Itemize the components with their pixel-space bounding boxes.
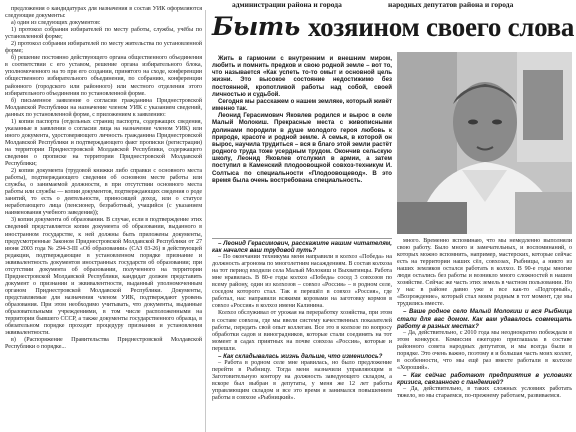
paragraph: в) (Распоряжение Правительства Приднестровской Молдавской Республики о порядке... — [5, 337, 202, 351]
interview-answer: – Да, действительно, с 2010 года мы неоднократно побеждали в этом конкурсе. Комиссия ежегодно приглашала в составе районного совета народных депутатов, и мы всегда были в порядке. Это очень важно, поэтому я и большая часть моих коллег, в особенности, что мы ещё раз вместе работали в колхозе «Хороший». — [397, 329, 572, 371]
interview-answer: – По окончании техникума меня направили в колхоз «Победа» на должность агронома по многолетним насаждениям. В состав колхоза на тот период входили села Малый Молокиш и Выхватинцы. Работа мне нравилась. В 80-е годы колхоз «Победа» сосед 3 совхозов по всему району, один из колхозов – совхоз «Россия» – в родном селе, соседом которого стал. Так я перешёл в совхоз «Россия», где работал, нас направили всякими коровами на заготовку кормов в совхоз «Россия» в колхоз имени Калинина. — [212, 254, 392, 310]
interview-question: – Как складывалась жизнь дальше, что изменилось? — [218, 352, 383, 360]
header-right-text: народных депутатов района и города — [388, 0, 514, 9]
portrait-photo — [397, 52, 572, 234]
interview-question: – Как сейчас работают предприятия в условиях кризиса, связанного с пандемией? — [397, 371, 572, 386]
intro-paragraph: Леонид Герасимович Яковлев родился и вырос в селе Малый Молокиш. Прекрасные места с живописными долинами породили в душе молодого героя любовь к природе, красоте и родной земле. А семья, в которой он вырос, научила трудиться – вся в благо этой земли растёт родного труда тоже усердным трудом. Окончив сельскую школу, Леонид Яковлев отслужил в армии, а затем поступил в Каменский плодоовощной совхоз-техникум И. Солтыса по специальности «Плодоовощевод». В это время была очень востребована специальность. — [212, 112, 392, 184]
interview-answer: – Работа в родном селе мне нравилась, но было предложение перейти в Рыбницу. Тогда меня назначили управляющим в Заготовительную контору на должность заведующего складом, а вскоре был выбран в депутаты, у меня же 12 лет работы управляющим складом и все это время я занимался повышением работы в совхозе «Рыбницкий». — [212, 359, 392, 402]
paragraph: предложения о кандидатурах для назначения в состав УИК оформляются следующие документы: — [5, 6, 202, 20]
column-divider — [205, 10, 206, 432]
headline-bold: хозяином своего слова — [308, 12, 575, 42]
paragraph: 1) копии паспорта (отдельных страниц паспорта, содержащих сведения, указанные в заявлении о согласии лица на назначение членом УИК) или иного документа, удостоверяющего личность гражданина Приднестровской Молдавской Республики и подтверждающего факт прописки (регистрации) на территории Приднестровской Молдавской Республики, содержащего сведения о прописке на территории Приднестровской Молдавской Республики; — [5, 118, 202, 168]
article-column-2 — [212, 240, 392, 432]
paragraph: 2) копии документа (трудовой книжки либо справки с основного места работы), подтверждающего сведения об основном месте работы или службы, о занимаемой должности, в при отсутствии основного места работы или службы — копии документов, подтверждающих сведения о роде занятий, то есть о деятельности, приносящей доход, или о статусе неработающего лица (пенсионер, безработный, учащийся (с указанием наименования учебного заведения)); — [5, 168, 202, 217]
article-intro — [212, 55, 392, 184]
article-column-3 — [397, 238, 572, 432]
paragraph: 1) протокол собрания избирателей по месту работы, службы, учёбы по установленной форме; — [5, 27, 202, 41]
paragraph: б) решение постоянно действующего органа общественного объединения в соответствии с его уставом, решение органа избирательного блока, уполномоченного на то при его создании, принятого на сходе, конференции общественного избирательного объединения, по собранию, конференции районного (городского или районного) или местного отделения этого избирательного объединения по установленной форме. — [5, 55, 202, 97]
section-divider — [212, 238, 392, 239]
interview-question: – Ваше родное село Малый Молокиш и вся Рыбница стали для вас домом. Как вам удавалось совмещать работу в разных местах? — [397, 308, 572, 330]
paragraph: а) один из следующих документов: — [11, 20, 101, 27]
header-left-text: администрации района и города — [232, 0, 342, 9]
article-headline — [212, 10, 575, 46]
paragraph: б) письменное заявление о согласии гражданина Приднестровской Молдавской Республики на назначение членом УИК с указанием сведений, данных по установленной форме, с приложением к заявлению: — [5, 97, 202, 118]
interview-answer: Колхоз обслуживал от урожая на переработку хозяйства, при этом в составе совхоза, где мы ввели систему качественных показателей работы, передать свой опыт коллегам. Все это в колхозе по вопросу обработки садов и виноградников, которые стали соединять на тот момент в садах приятных на почве совхоза «Россия», которые и перешли. — [212, 310, 392, 352]
paragraph: 2) протокол собрания избирателей по месту жительства по установленной форме; — [5, 41, 202, 55]
left-text-column — [5, 6, 202, 432]
interview-question: – Леонид Герасимович, расскажите нашим читателям, как начался ваш трудовой путь? — [212, 240, 392, 255]
headline-italic: Быть — [212, 12, 300, 41]
interview-answer: много. Временно вспоминаю, что мы немедленно выполняли свою работу. Было много и замечательных, и воспоминаний, о которых можно вспомнить, например, мастерских, которые сейчас есть на территории наших сёл, совхозах, Рыбницы, а никто из наших земляков остался работать в колхоз. В 90-е годы многие люди остались без работы и возникло много сложностей в нашем хозяйстве. Сейчас же часть этих земель в частном пользовании. Но у нас в районе давно уже и все как-то «Подгорный», «Возрождение», который стал моим родным в тот момент, где мы трудились вместе. — [397, 238, 572, 308]
paragraph: 3) копии документа об образовании. В случае, если в подтверждение этих сведений представляется копия документа об образовании, выданного в иностранном государстве, к ней должны быть приложены документы, предусмотренные Законом Приднестровской Молдавской Республики от 27 июня 2003 года № 294-З-III «Об образовании» (САЗ 03-26) в действующей редакции, подтверждающие в установленном порядке признание и эквивалентность документов иностранных государств об образовании; при отсутствии документа об образовании, полученного на территории Приднестровской Молдавской Республики, кандидат должен представить документ о признании и эквивалентности, выданный уполномоченным органом Приднестровской Молдавской Республики. Документы, представляемые для назначения членом УИК, подтверждают уровень образования. При этом необходимо учитывать, что документы, выданные образовательными учреждениями, в том числе расположенными на территории бывшего СССР, а также документы государственного образца, в обязательном порядке проходят процедуру признания и установления эквивалентности. — [5, 217, 202, 337]
intro-paragraph: Жить в гармонии с внутренним и внешним миром, любить и помнить предков и свою родной земле – вот то, что называется «Как успеть то-то омыт и основной цель жизни. Это высокое состояние недостижимо без постоянной, кропотливой работы над собой, своей личностью и судьбой. — [212, 55, 392, 98]
intro-paragraph: Сегодня мы расскажем о нашем земляке, который живёт именно так. — [212, 97, 392, 113]
interview-answer: – Да, действительно, в таких сложных условиях работать тяжело, но мы стараемся, по-прежнему работаем, развиваемся. — [397, 385, 572, 400]
